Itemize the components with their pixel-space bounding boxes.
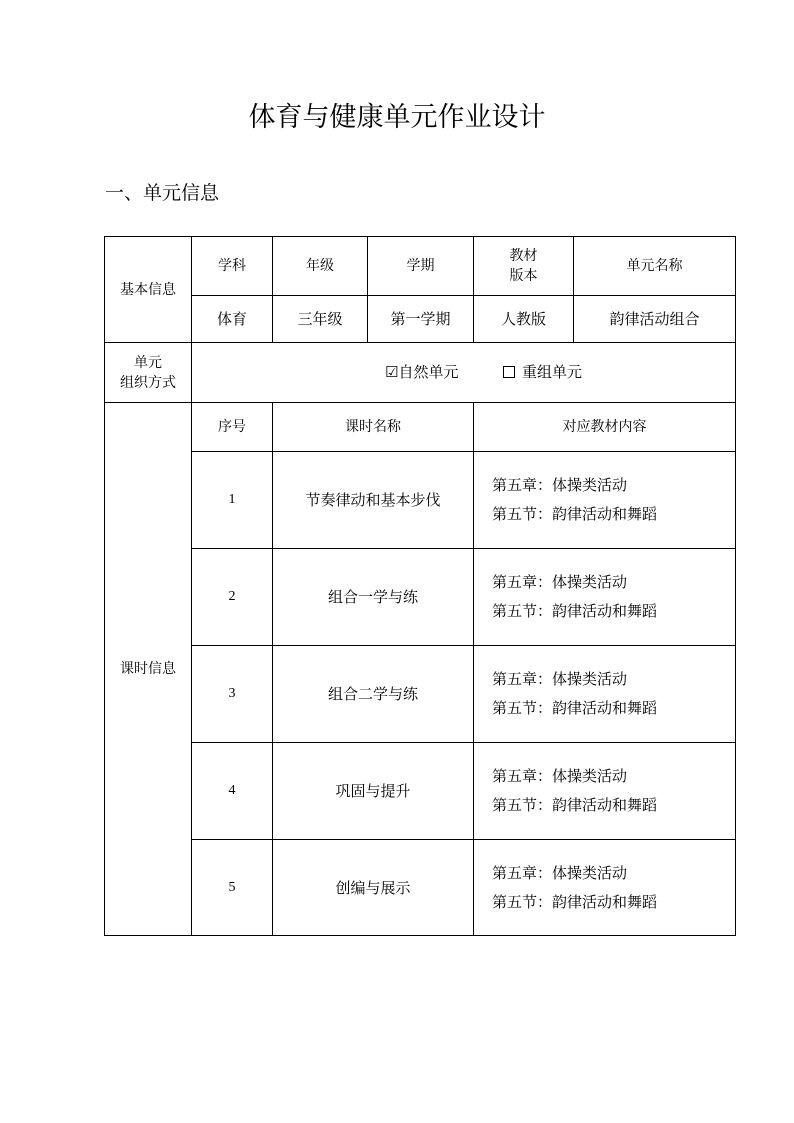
header-grade: 年级 <box>273 237 368 296</box>
content-section: 第五节：韵律活动和舞蹈 <box>492 892 658 911</box>
value-semester: 第一学期 <box>368 296 474 343</box>
content-chapter: 第五章：体操类活动 <box>492 767 628 785</box>
value-unit-name: 韵律活动组合 <box>574 296 736 343</box>
section-heading: 一、单元信息 <box>105 182 220 204</box>
content-chapter: 第五章：体操类活动 <box>492 573 628 591</box>
lesson-number: 4 <box>192 743 273 840</box>
lesson-content <box>474 646 736 743</box>
header-textbook-version: 教材 版本 <box>474 237 574 296</box>
content-chapter: 第五章：体操类活动 <box>492 863 628 882</box>
regroup-unit-label: 重组单元 <box>521 363 582 381</box>
basic-info-label: 基本信息 <box>105 237 192 343</box>
lesson-number: 2 <box>192 549 273 646</box>
content-chapter: 第五章：体操类活动 <box>492 670 628 688</box>
unchecked-checkbox-icon[interactable] <box>503 366 515 378</box>
content-section: 第五节：韵律活动和舞蹈 <box>492 699 658 717</box>
lesson-content <box>474 743 736 840</box>
regroup-unit-option[interactable] <box>503 362 582 382</box>
content-section: 第五节：韵律活动和舞蹈 <box>492 602 658 620</box>
lesson-content <box>474 452 736 549</box>
page-title: 体育与健康单元作业设计 <box>248 102 546 133</box>
lesson-name: 组合一学与练 <box>273 549 474 646</box>
header-textbook-content: 对应教材内容 <box>474 403 736 452</box>
header-lesson-name: 课时名称 <box>273 403 474 452</box>
lesson-name: 巩固与提升 <box>273 743 474 840</box>
natural-unit-option[interactable]: ☑自然单元 <box>385 363 459 381</box>
content-section: 第五节：韵律活动和舞蹈 <box>492 796 658 814</box>
table-row <box>105 646 736 743</box>
lesson-name: 组合二学与练 <box>273 646 474 743</box>
content-chapter: 第五章：体操类活动 <box>492 476 628 494</box>
lesson-content <box>474 549 736 646</box>
table-row <box>105 840 736 936</box>
unit-info-table <box>104 236 736 936</box>
organization-label <box>105 343 192 403</box>
organization-label-line2: 组织方式 <box>120 374 176 391</box>
value-textbook-version: 人教版 <box>474 296 574 343</box>
lesson-number: 1 <box>192 452 273 549</box>
table-row <box>105 452 736 549</box>
lesson-number: 5 <box>192 840 273 936</box>
table-row <box>105 743 736 840</box>
value-grade: 三年级 <box>273 296 368 343</box>
lesson-name: 创编与展示 <box>273 840 474 936</box>
header-sequence: 序号 <box>192 403 273 452</box>
organization-options <box>192 343 736 403</box>
table-row <box>105 549 736 646</box>
lesson-name: 节奏律动和基本步伐 <box>273 452 474 549</box>
value-subject: 体育 <box>192 296 273 343</box>
header-unit-name: 单元名称 <box>574 237 736 296</box>
content-section: 第五节：韵律活动和舞蹈 <box>492 505 658 523</box>
lesson-content <box>474 840 736 936</box>
lessons-label: 课时信息 <box>105 403 192 936</box>
organization-label-line1: 单元 <box>134 354 162 371</box>
header-semester: 学期 <box>368 237 474 296</box>
header-subject: 学科 <box>192 237 273 296</box>
lesson-number: 3 <box>192 646 273 743</box>
